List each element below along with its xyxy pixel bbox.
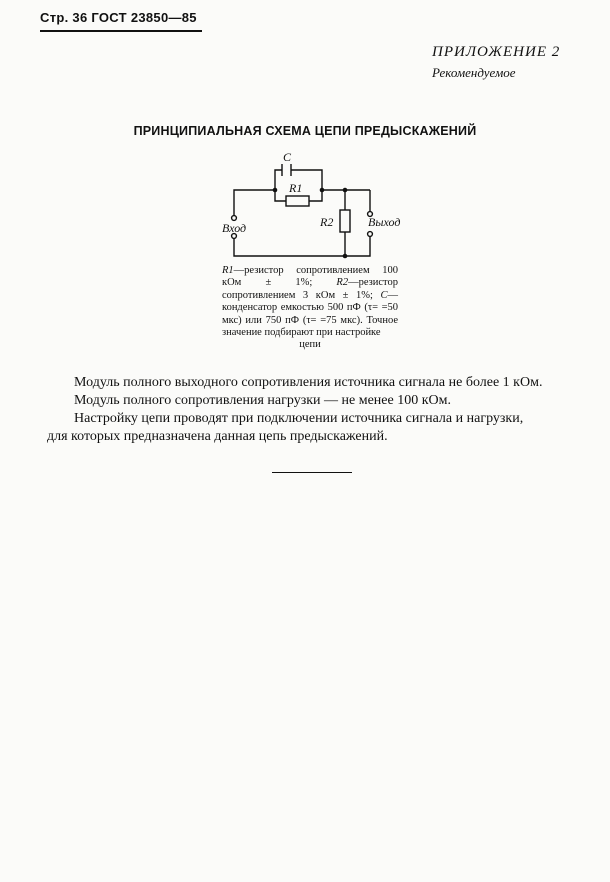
wire-bottom: [234, 236, 370, 256]
junction-r2-top: [343, 188, 348, 193]
legend-c-text: —конденсатор емкостью 500 пФ (τ= =50 мкс) или 750 пФ (τ= =75 мкс). Точное значение подбирают при настройке: [222, 289, 398, 339]
junction-left: [273, 188, 278, 193]
legend-r2-text: —резистор сопротивлением 3 кОм ± 1%;: [222, 277, 398, 301]
page-title: ПРИНЦИПИАЛЬНАЯ СХЕМА ЦЕПИ ПРЕДЫСКАЖЕНИЙ: [133, 124, 477, 138]
resistor-r1: [286, 196, 309, 206]
legend-last-line: цепи: [299, 339, 321, 351]
appendix-title: ПРИЛОЖЕНИЕ 2: [432, 44, 561, 60]
wire-c-left: [275, 170, 282, 190]
resistor-r2: [340, 210, 350, 232]
label-capacitor: C: [283, 150, 292, 164]
junction-right: [320, 188, 325, 193]
legend-r2-symbol: R2: [336, 277, 349, 289]
label-output: Выход: [368, 215, 401, 229]
label-input: Вход: [222, 221, 247, 235]
header-rule: [40, 30, 202, 32]
label-r2: R2: [320, 215, 334, 229]
legend-r1-symbol: R1: [222, 265, 234, 276]
wire-r1-left: [275, 190, 286, 201]
appendix-subtitle: Рекомендуемое: [432, 65, 516, 80]
paragraph-source-impedance: Модуль полного выходного сопротивления источника сигнала не более 1 кОм.: [74, 375, 543, 390]
paragraph-load-impedance: Модуль полного сопротивления нагрузки — не менее 100 кОм.: [74, 393, 451, 408]
page-header: Стр. 36 ГОСТ 23850—85: [40, 10, 197, 25]
end-rule: [272, 472, 352, 473]
wire-r1-right: [309, 190, 322, 201]
figure-legend: [222, 265, 398, 352]
paragraph-tuning-line2: для которых предназначена данная цепь предыскажений.: [47, 429, 388, 444]
terminal-input-top: [232, 216, 237, 221]
circuit-schematic: [222, 148, 402, 263]
terminal-output-bottom: [368, 232, 373, 237]
label-r1: R1: [289, 181, 303, 195]
legend-c-symbol: C: [380, 289, 388, 301]
junction-r2-bottom: [343, 254, 348, 259]
paragraph-tuning-line1: Настройку цепи проводят при подключении источника сигнала и нагрузки,: [74, 411, 524, 426]
legend-r1-text: —резистор сопротивлением 100 кОм ± 1%;: [222, 265, 398, 289]
wire-input-top: [234, 190, 275, 216]
